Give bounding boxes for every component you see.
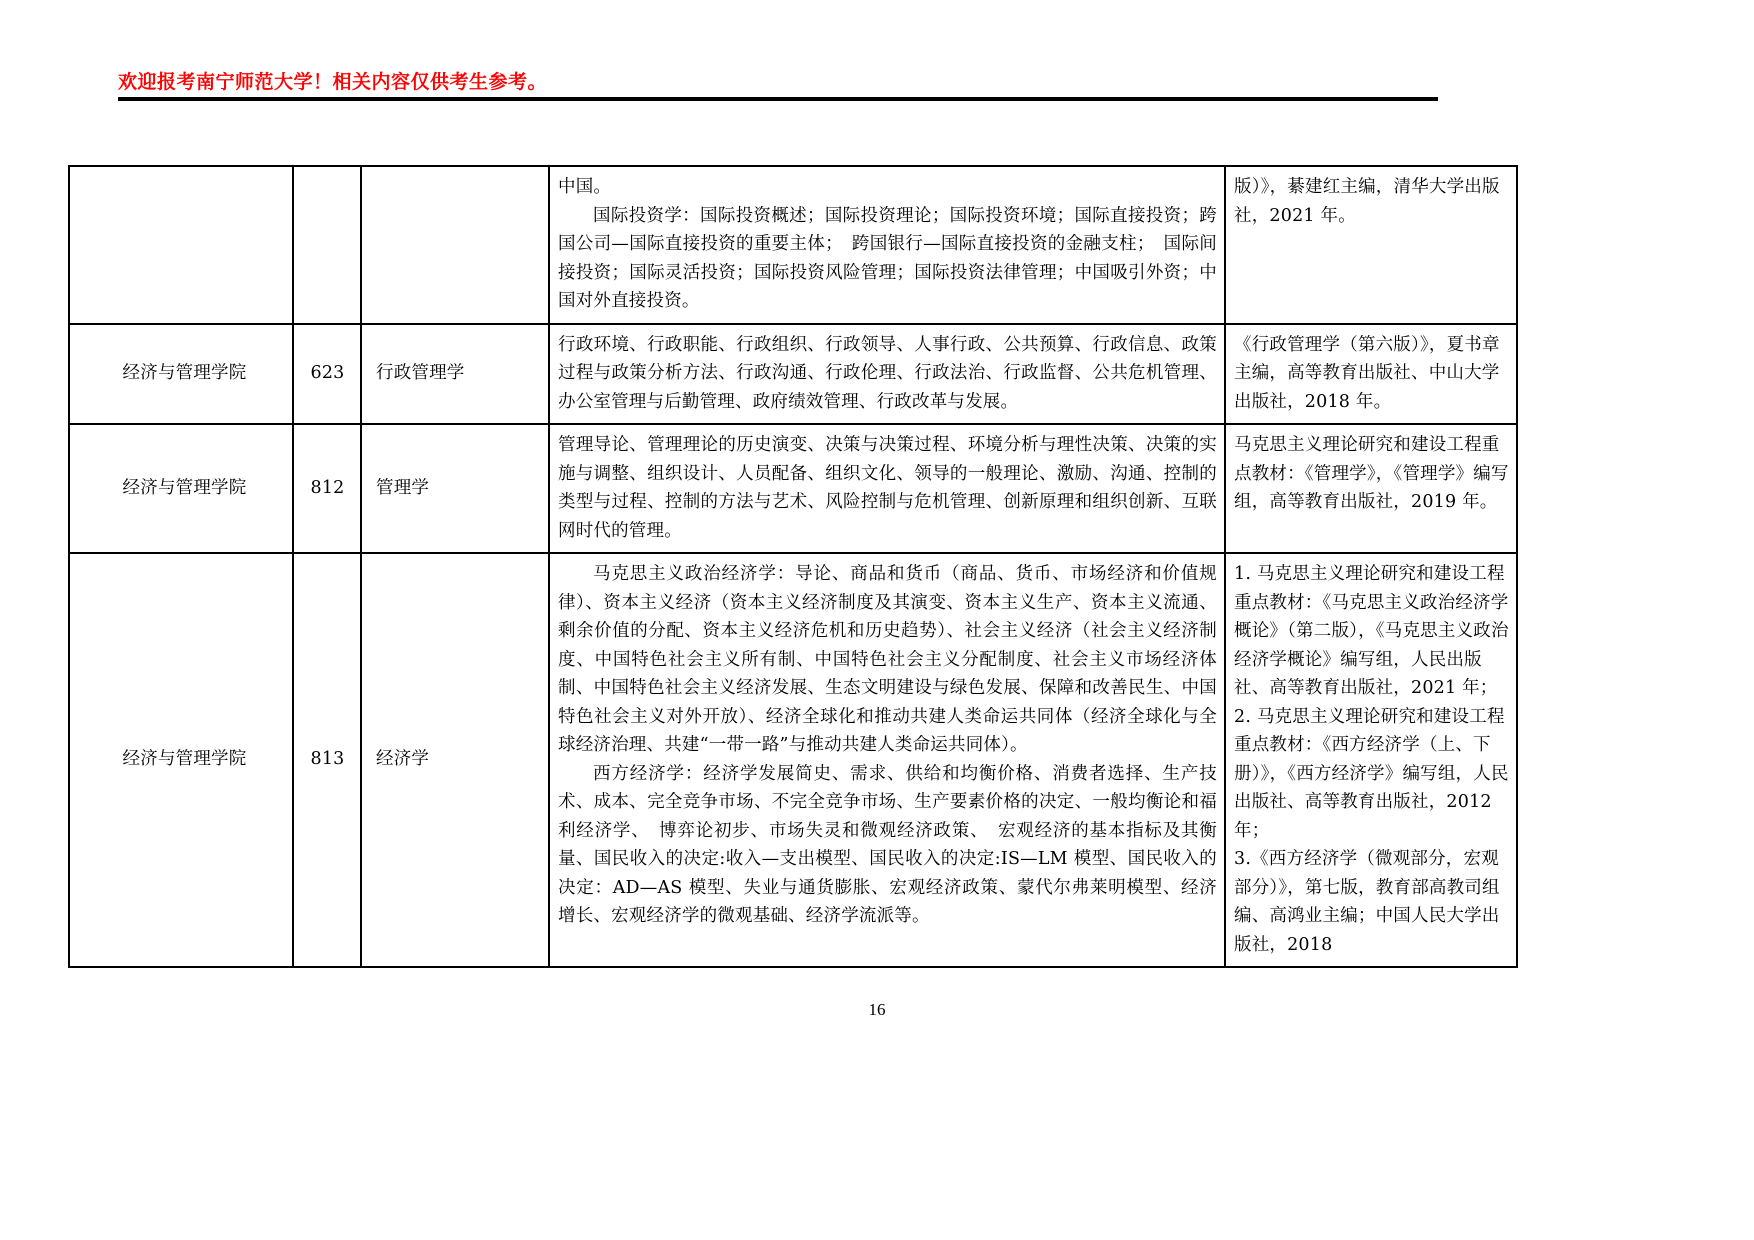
table-row bbox=[69, 424, 1517, 553]
reference-entry: 1. 马克思主义理论研究和建设工程重点教材：《马克思主义政治经济学概论》（第二版），《马克思主义政治经济学概论》编写组，人民出版社、高等教育出版社，2021 年； bbox=[1234, 564, 1509, 698]
cell-references bbox=[1225, 553, 1517, 967]
subject-code: 812 bbox=[310, 477, 345, 498]
cell-content bbox=[549, 324, 1225, 425]
cell-subject bbox=[361, 424, 549, 553]
cell-code bbox=[293, 166, 361, 324]
reference-books bbox=[1226, 425, 1516, 524]
reference-books bbox=[1226, 167, 1516, 237]
reference-entry: 2. 马克思主义理论研究和建设工程重点教材：《西方经济学（上、下册）》，《西方经济学》编写组，人民出版社、高等教育出版社，2012 年； bbox=[1234, 706, 1509, 841]
cell-code bbox=[293, 553, 361, 967]
cell-college bbox=[69, 553, 293, 967]
cell-references bbox=[1225, 424, 1517, 553]
subject-code: 623 bbox=[310, 363, 345, 383]
reference-entry: 3.《西方经济学（微观部分，宏观部分）》，第七版，教育部高教司组编、高鸿业主编；中国人民大学出版社，2018 bbox=[1234, 849, 1500, 955]
content-paragraph: 马克思主义政治经济学：导论、商品和货币（商品、货币、市场经济和价值规律）、资本主义经济（资本主义经济制度及其演变、资本主义生产、资本主义流通、剩余价值的分配、资本主义经济危机和历史趋势）、社会主义经济（社会主义经济制度、中国特色社会主义所有制、中国特色社会主义分配制度、社会主义市场经济体制、中国特色社会主义经济发展、生态文明建设与绿色发展、保障和改善民生、中国特色社会主义对外开放）、经济全球化和推动共建人类命运共同体（经济全球化与全球经济治理、共建“一带一路”与推动共建人类命运共同体）。 bbox=[558, 564, 1217, 755]
cell-content bbox=[549, 553, 1225, 967]
content-paragraph: 国际投资学：国际投资概述；国际投资理论；国际投资环境；国际直接投资；跨国公司—国际直接投资的重要主体； 跨国银行—国际直接投资的金融支柱； 国际间接投资；国际灵活投资；国际投资风险管理；国际投资法律管理；中国吸引外资；中国对外直接投资。 bbox=[558, 205, 1217, 311]
content-paragraph: 西方经济学：经济学发展简史、需求、供给和均衡价格、消费者选择、生产技术、成本、完全竞争市场、不完全竞争市场、生产要素价格的决定、一般均衡论和福利经济学、 博弈论初步、市场失灵和微观经济政策、 宏观经济的基本指标及其衡量、国民收入的决定:收入—支出模型、国民收入的决定:IS—LM 模型、国民收入的决定：AD—AS 模型、失业与通货膨胀、宏观经济政策、蒙代尔弗莱明模型、经济增长、宏观经济学的微观基础、经济学流派等。 bbox=[558, 763, 1217, 926]
cell-references bbox=[1225, 324, 1517, 425]
cell-subject bbox=[361, 324, 549, 425]
exam-content bbox=[550, 167, 1224, 323]
table-row bbox=[69, 553, 1517, 967]
content-paragraph: 中国。 bbox=[558, 177, 612, 197]
exam-content bbox=[550, 425, 1224, 552]
subject-code: 813 bbox=[310, 749, 345, 770]
cell-content bbox=[549, 166, 1225, 324]
exam-syllabus-table bbox=[68, 165, 1518, 968]
cell-college bbox=[69, 424, 293, 553]
table-row bbox=[69, 324, 1517, 425]
exam-content bbox=[550, 325, 1224, 424]
reference-entry: 马克思主义理论研究和建设工程重点教材：《管理学》，《管理学》编写组，高等教育出版社，2019 年。 bbox=[1234, 435, 1509, 512]
college-name bbox=[70, 238, 292, 251]
college-name: 经济与管理学院 bbox=[122, 363, 247, 383]
cell-references bbox=[1225, 166, 1517, 324]
college-name: 经济与管理学院 bbox=[122, 477, 247, 498]
cell-college bbox=[69, 324, 293, 425]
college-name: 经济与管理学院 bbox=[122, 749, 247, 770]
subject-name: 经济学 bbox=[376, 749, 430, 770]
subject-name: 行政管理学 bbox=[376, 363, 465, 383]
cell-code bbox=[293, 424, 361, 553]
exam-content bbox=[550, 554, 1224, 938]
table-row bbox=[69, 166, 1517, 324]
cell-content bbox=[549, 424, 1225, 553]
header-divider bbox=[118, 97, 1438, 101]
cell-college bbox=[69, 166, 293, 324]
cell-subject bbox=[361, 166, 549, 324]
reference-entry: 版）》，綦建红主编，清华大学出版社，2021 年。 bbox=[1234, 177, 1500, 226]
cell-subject bbox=[361, 553, 549, 967]
reference-entry: 《行政管理学（第六版）》，夏书章主编，高等教育出版社、中山大学出版社，2018 年。 bbox=[1234, 334, 1500, 412]
content-paragraph: 行政环境、行政职能、行政组织、行政领导、人事行政、公共预算、行政信息、政策过程与政策分析方法、行政沟通、行政伦理、行政法治、行政监督、公共危机管理、办公室管理与后勤管理、政府绩效管理、行政改革与发展。 bbox=[558, 334, 1217, 412]
reference-books bbox=[1226, 325, 1516, 424]
header-banner-text: 欢迎报考南宁师范大学！相关内容仅供考生参考。 bbox=[118, 71, 548, 93]
subject-name: 管理学 bbox=[376, 477, 430, 498]
subject-code bbox=[294, 238, 360, 251]
subject-name bbox=[362, 238, 548, 251]
page-header bbox=[118, 70, 1448, 101]
page-number: 16 bbox=[868, 1000, 886, 1019]
cell-code bbox=[293, 324, 361, 425]
content-paragraph: 管理导论、管理理论的历史演变、决策与决策过程、环境分析与理性决策、决策的实施与调整、组织设计、人员配备、组织文化、领导的一般理论、激励、沟通、控制的类型与过程、控制的方法与艺术、风险控制与危机管理、创新原理和组织创新、互联网时代的管理。 bbox=[558, 435, 1217, 541]
reference-books bbox=[1226, 554, 1516, 966]
